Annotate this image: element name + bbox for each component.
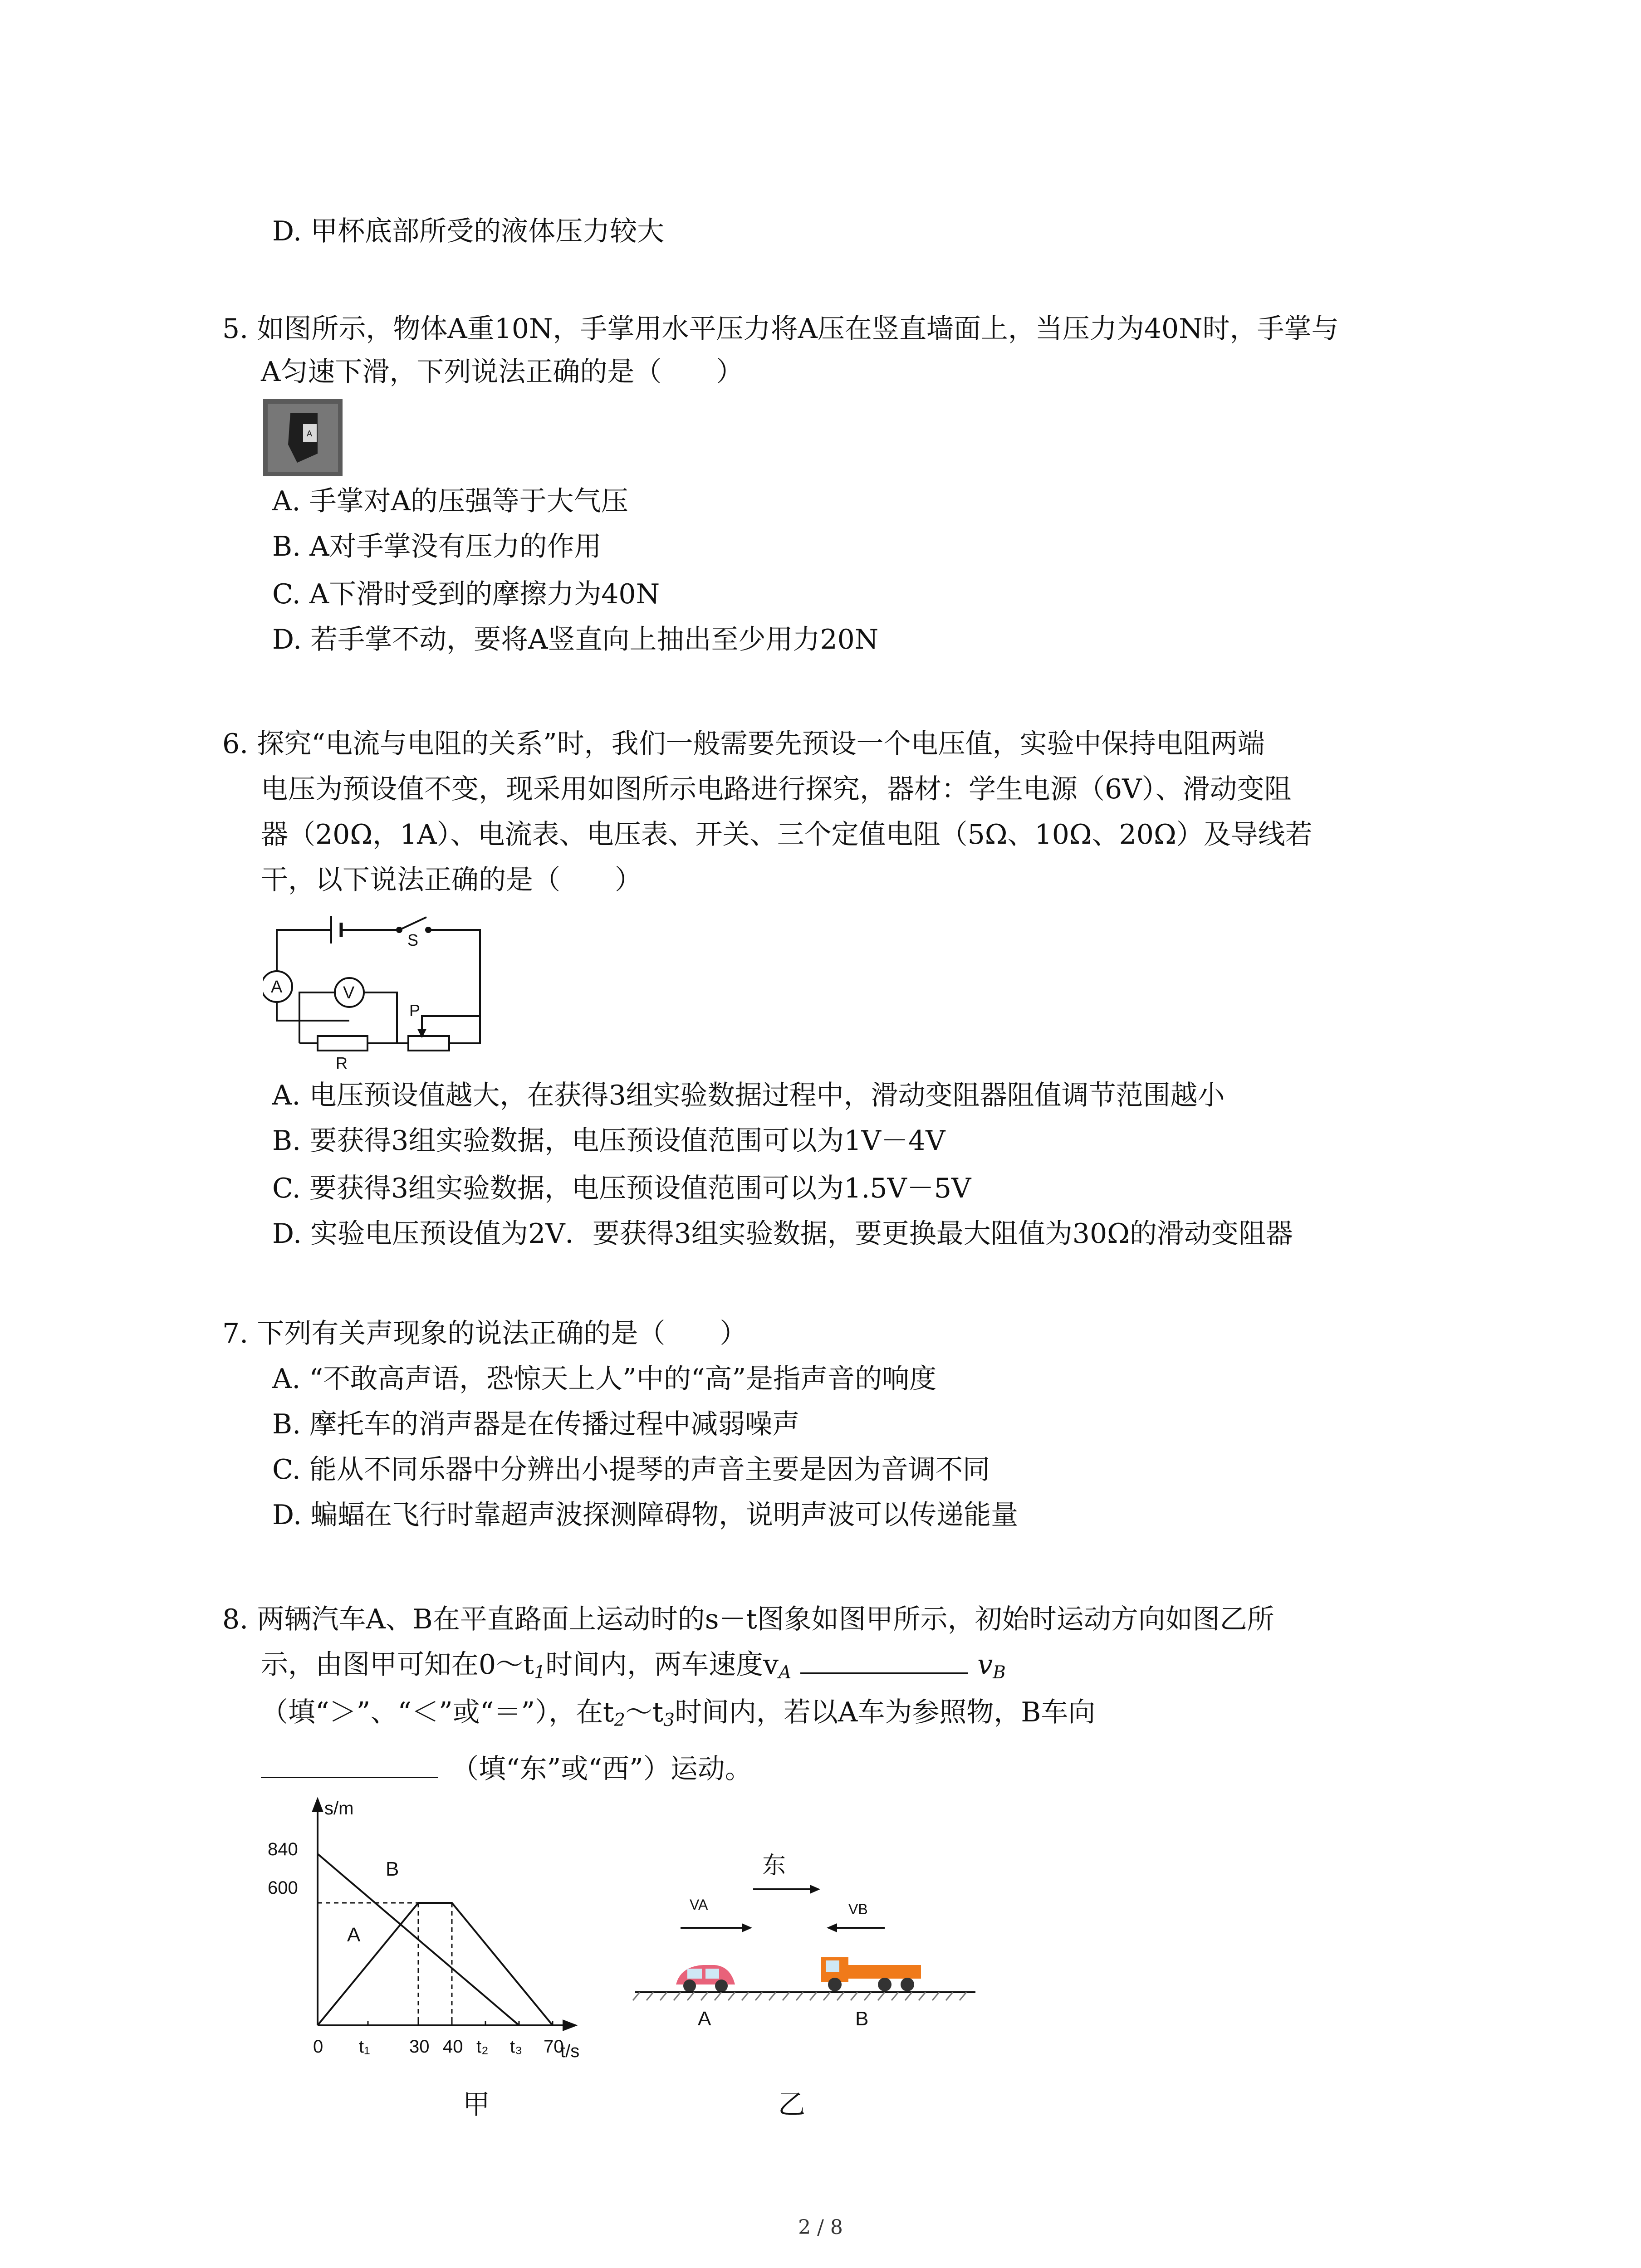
st-xtick: 70	[544, 2037, 564, 2057]
q8-fig-yi-caption: 乙	[778, 2089, 805, 2121]
va-label: VA	[690, 1897, 708, 1913]
q5-option-d: D. 若手掌不动，要将A竖直向上抽出至少用力20N	[272, 624, 879, 655]
st-xtick: t₃	[510, 2037, 523, 2057]
q8-stem-line3: （填“＞”、“＜”或“＝”），在$t_2\sim t_3$时间内，若以A车为参照物，B车向	[261, 1696, 1096, 1730]
q5-option-a: A. 手掌对A的压强等于大气压	[272, 485, 628, 517]
vb-arrow-icon	[827, 1923, 837, 1932]
st-ytick-840: 840	[268, 1839, 298, 1859]
q8-fig-jia-caption: 甲	[463, 2089, 490, 2121]
st-xtick: t₁	[359, 2037, 370, 2057]
q6-stem-line3: 器（20Ω，1A）、电流表、电压表、开关、三个定值电阻（5Ω、10Ω、20Ω）及导线若	[261, 819, 1313, 850]
q7-option-a: A. “不敢高声语，恐惊天上人”中的“高”是指声音的响度	[272, 1363, 937, 1395]
truck-b-label: B	[855, 2008, 869, 2030]
circuit-slider-label: P	[409, 1001, 421, 1020]
q5-hand-photo	[263, 399, 343, 476]
q7-option-d: D. 蝙蝠在飞行时靠超声波探测障碍物，说明声波可以传递能量	[272, 1499, 1019, 1531]
q7-option-b: B. 摩托车的消声器是在传播过程中减弱噪声	[272, 1408, 800, 1440]
q7-option-c: C. 能从不同乐器中分辨出小提琴的声音主要是因为音调不同	[272, 1454, 990, 1486]
st-xtick: 40	[443, 2037, 463, 2057]
q6-circuit-diagram	[263, 907, 499, 1070]
va-arrow-icon	[742, 1923, 752, 1932]
st-label-b: B	[386, 1858, 399, 1880]
q8-stem-line1: 8. 两辆汽车A、B在平直路面上运动时的s－t图象如图甲所示，初始时运动方向如图乙所	[222, 1603, 1274, 1635]
q5-option-c: C. A下滑时受到的摩擦力为40N	[272, 578, 660, 610]
q8-stem-line4: （填“东”或“西”）运动。	[261, 1751, 752, 1787]
car-a-icon	[676, 1965, 735, 1992]
q6-stem-line4: 干，以下说法正确的是（ ）	[261, 864, 642, 896]
q7-stem: 7. 下列有关声现象的说法正确的是（ ）	[222, 1318, 747, 1349]
q5-stem-line2: A匀速下滑，下列说法正确的是（ ）	[261, 356, 744, 388]
q5-option-b: B. A对手掌没有压力的作用	[272, 531, 602, 562]
q4-option-d: D. 甲杯底部所受的液体压力较大	[272, 215, 665, 247]
east-arrow-icon	[810, 1885, 820, 1894]
q6-stem-line1: 6. 探究“电流与电阻的关系”时，我们一般需要先预设一个电压值，实验中保持电阻两端	[222, 728, 1265, 760]
q6-option-d: D. 实验电压预设值为2V．要获得3组实验数据，要更换最大阻值为30Ω的滑动变阻器	[272, 1218, 1293, 1250]
st-ytick-600: 600	[268, 1878, 298, 1898]
svg-text:A: A	[307, 429, 313, 438]
st-label-a: A	[347, 1924, 361, 1946]
q6-option-c: C. 要获得3组实验数据，电压预设值范围可以为1.5V－5V	[272, 1173, 971, 1204]
st-xtick: 0	[313, 2037, 323, 2057]
q8-st-graph	[259, 1789, 612, 2071]
vb-label: VB	[848, 1901, 868, 1917]
st-ylabel: s/m	[324, 1799, 354, 1818]
st-xtick: 30	[409, 2037, 430, 2057]
series-b-line	[318, 1903, 553, 2025]
st-xlabel: t/s	[560, 2041, 580, 2061]
q5-stem-line1: 5. 如图所示，物体A重10N，手掌用水平压力将A压在竖直墙面上，当压力为40N时，手掌与	[222, 313, 1339, 345]
q6-stem-line2: 电压为预设值不变，现采用如图所示电路进行探究，器材：学生电源（6V）、滑动变阻	[261, 773, 1292, 805]
q8-motion-diagram	[631, 1846, 994, 2064]
q6-option-a: A. 电压预设值越大，在获得3组实验数据过程中，滑动变阻器阻值调节范围越小	[272, 1080, 1225, 1111]
q8-blank-2[interactable]	[261, 1777, 438, 1778]
car-a-label: A	[698, 2008, 711, 2030]
st-xtick: t₂	[476, 2037, 489, 2057]
q8-stem-line2: 示，由图甲可知在$0\sim t_1$时间内，两车速度$v_A$ $v_B$	[261, 1649, 1006, 1683]
circuit-switch-label: S	[407, 931, 419, 949]
circuit-resistor-label: R	[336, 1054, 348, 1070]
circuit-ammeter-label: A	[271, 978, 283, 997]
q6-option-b: B. 要获得3组实验数据，电压预设值范围可以为1V－4V	[272, 1125, 945, 1157]
page-number: 2 / 8	[798, 2216, 843, 2239]
circuit-voltmeter-label: V	[343, 983, 355, 1002]
east-label: 东	[762, 1853, 786, 1879]
q8-blank-1[interactable]	[800, 1672, 968, 1674]
truck-b-icon	[821, 1957, 921, 1991]
